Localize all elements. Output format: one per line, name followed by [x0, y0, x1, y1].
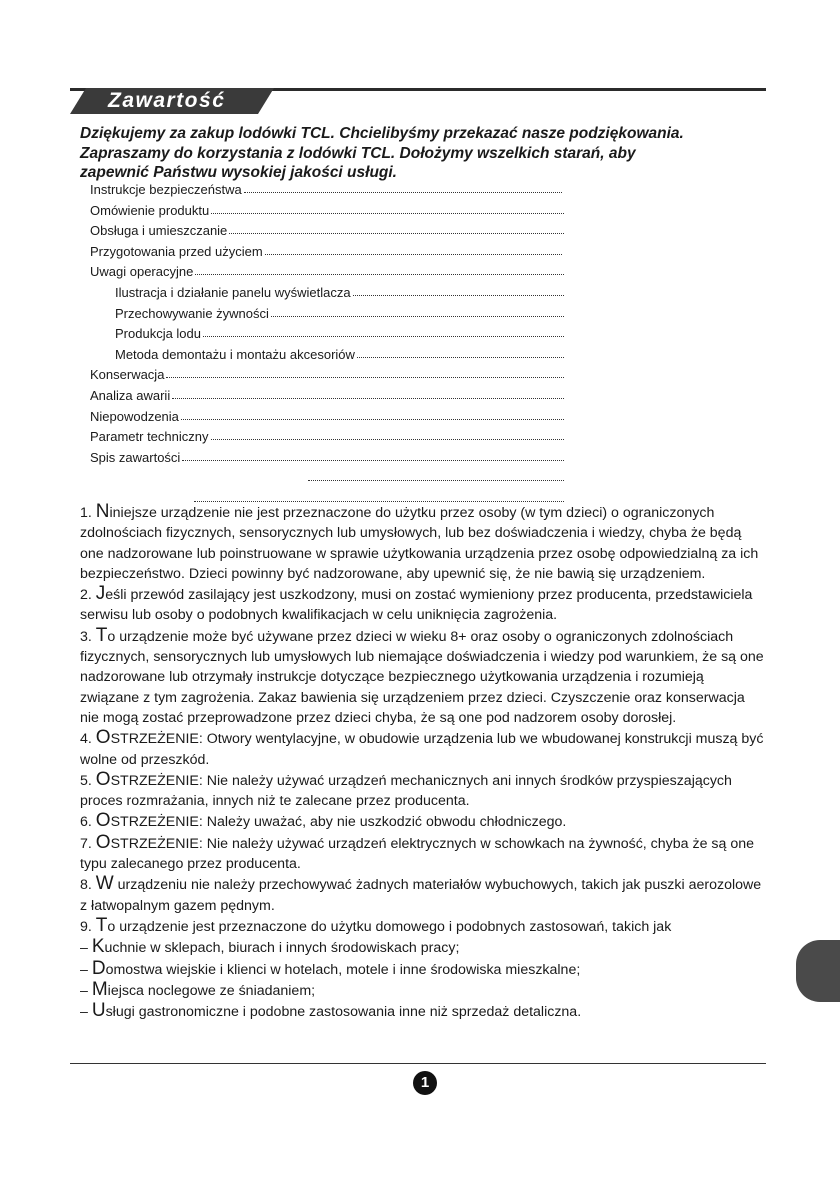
item-number: 3. [80, 628, 96, 645]
instruction-item [80, 502, 766, 584]
initial-letter: T [95, 624, 108, 646]
instruction-item [80, 916, 766, 937]
item-number: 8. [80, 877, 96, 894]
initial-letter: O [95, 831, 111, 853]
initial-letter: T [95, 914, 108, 936]
item-text: iniejsze urządzenie nie jest przeznaczone do użytku przez osoby (w tym dzieci) o ograniczonych zdolnościach fizycznych, sensorycznych lub umysłowych, lub bez doświadczenia i wiedzy, chyba że będą one nadzorowane lub poinstruowane w sprawie użytkowania urządzenia przez osobę odpowiedzialną za ich bezpieczeństwo. Dzieci powinny być nadzorowane, aby upewnić się, że nie bawią się urządzeniem. [80, 505, 759, 582]
item-text: o urządzenie jest przeznaczone do użytku domowego i podobnych zastosowań, takich jak [107, 918, 672, 935]
item-text: STRZEŻENIE: Należy uważać, aby nie uszkodzić obwodu chłodniczego. [110, 814, 567, 831]
toc-item-label: Przechowywanie żywności [115, 305, 269, 321]
toc-item-label: Parametr techniczny [90, 429, 209, 445]
initial-letter: O [95, 810, 111, 832]
toc-item[interactable] [90, 407, 564, 426]
toc-item[interactable] [90, 386, 564, 405]
item-text: eśli przewód zasilający jest uszkodzony, musi on zostać wymieniony przez producenta, przedstawiciela serwisu lub osoby o podobnych kwalifikacjach w celu uniknięcia zagrożenia. [80, 587, 753, 624]
item-number: 9. [80, 918, 96, 935]
item-text: uchnie w sklepach, biurach i innych środowiskach pracy; [104, 940, 460, 957]
item-text: o urządzenie może być używane przez dzieci w wieku 8+ oraz osoby o ograniczonych zdolnościach fizycznych, sensorycznych lub umysłowych lub niemające doświadczenia i wiedzy pod warunkiem, że są one nadzorowane lub otrzymały instrukcje dotyczące bezpiecznego użytkowania urządzenia i rozumieją związane z tym zagrożenia. Zakaz bawienia się urządzeniem przez dzieci. Czyszczenie oraz konserwacja nie mogą zostać przeprowadzone przez dzieci chyba, że są one pod nadzorem osoby dorosłej. [80, 628, 764, 726]
toc-leader [353, 295, 564, 296]
instruction-item [80, 833, 766, 875]
item-text: iejsca noclegowe ze śniadaniem; [107, 982, 316, 999]
toc-item-label: Ilustracja i działanie panelu wyświetlacza [115, 285, 351, 300]
instruction-item [80, 728, 766, 770]
toc-item[interactable] [115, 283, 564, 302]
instruction-subitem [80, 959, 766, 980]
item-text: STRZEŻENIE: Nie należy używać urządzeń mechanicznych ani innych środków przyspieszających proces rozmrażania, innych niż te zalecane przez producenta. [80, 772, 732, 810]
page-number-badge: 1 [413, 1071, 437, 1095]
toc-item[interactable] [115, 304, 564, 323]
toc-leader [308, 480, 564, 481]
toc-item-label: Produkcja lodu [115, 326, 201, 342]
instruction-item [80, 626, 766, 728]
initial-letter: W [95, 873, 114, 895]
toc-leader [244, 192, 562, 193]
initial-letter: D [91, 957, 106, 979]
toc-item-label: Analiza awarii [90, 388, 171, 403]
item-text: omostwa wiejskie i klienci w hotelach, motele i inne środowiska mieszkalne; [105, 961, 581, 978]
toc-item[interactable] [115, 324, 564, 343]
item-number: 7. [80, 835, 96, 852]
toc-item[interactable] [90, 242, 562, 261]
section-header [70, 88, 766, 114]
initial-letter: O [95, 727, 111, 749]
footer-rule [70, 1063, 766, 1064]
toc-item-label: Konserwacja [90, 367, 165, 383]
initial-letter: U [91, 1000, 106, 1022]
toc-leader [265, 254, 562, 255]
toc-leader [271, 316, 564, 317]
item-text: STRZEŻENIE: Otwory wentylacyjne, w obudowie urządzenia lub we wbudowanej konstrukcji muszą być wolne od przeszkód. [80, 731, 764, 768]
instruction-subitem [80, 937, 766, 958]
instruction-item [80, 874, 766, 916]
toc-item-label: Omówienie produktu [90, 202, 210, 218]
initial-letter: J [95, 583, 106, 605]
initial-letter: O [95, 768, 111, 790]
item-text: urządzeniu nie należy przechowywać żadnych materiałów wybuchowych, takich jak puszki aerozolowe z łatwopalnym gazem pędnym. [80, 877, 762, 914]
safety-instructions [80, 502, 766, 1022]
toc-leader [182, 460, 564, 461]
intro-line: zapewnić Państwu wysokiej jakości usługi. [80, 164, 397, 181]
toc-item[interactable] [90, 427, 564, 446]
intro-line: Dziękujemy za zakup lodówki TCL. Chcielibyśmy przekazać nasze podziękowania. [80, 125, 684, 142]
item-dash: – [80, 961, 92, 978]
item-text: STRZEŻENIE: Nie należy używać urządzeń elektrycznych w schowkach na żywność, chyba że są one typu zalecanego przez producenta. [80, 835, 754, 873]
toc-leader [211, 213, 564, 214]
toc-item[interactable] [115, 345, 564, 364]
instruction-item [80, 811, 766, 832]
toc-leader [229, 233, 564, 234]
toc-item-label: Przygotowania przed użyciem [90, 243, 263, 259]
toc-item-label: Obsługa i umieszczanie [90, 223, 228, 239]
toc-item[interactable] [90, 448, 564, 467]
toc-item-label: Niepowodzenia [90, 408, 179, 424]
toc-leader [195, 274, 564, 275]
item-dash: – [80, 982, 92, 999]
toc-item[interactable] [90, 365, 564, 384]
intro-text [80, 124, 770, 183]
toc-item-label: Uwagi operacyjne [90, 264, 194, 280]
toc-item[interactable] [90, 180, 562, 199]
toc-leader [172, 398, 564, 399]
instruction-subitem [80, 1001, 766, 1022]
initial-letter: N [95, 501, 110, 522]
toc-item[interactable] [90, 201, 564, 220]
item-dash: – [80, 1004, 92, 1021]
item-number: 1. [80, 505, 96, 521]
toc-leader [166, 377, 564, 378]
side-tab-marker [796, 940, 840, 1002]
toc-item-label: Instrukcje bezpieczeństwa [90, 182, 242, 197]
item-number: 4. [80, 731, 96, 748]
toc-item[interactable] [90, 262, 564, 281]
instruction-subitem [80, 980, 766, 1001]
initial-letter: M [91, 978, 108, 1000]
initial-letter: K [91, 936, 105, 958]
item-number: 2. [80, 587, 96, 604]
toc-leader [181, 419, 564, 420]
item-number: 5. [80, 772, 96, 789]
intro-line: Zapraszamy do korzystania z lodówki TCL. Dołożymy wszelkich starań, aby [80, 144, 636, 162]
item-number: 6. [80, 814, 96, 831]
toc-item-label: Metoda demontażu i montażu akcesoriów [115, 346, 355, 362]
item-dash: – [80, 940, 92, 957]
instruction-item [80, 584, 766, 626]
toc-item-label: Spis zawartości [90, 449, 181, 465]
instruction-item [80, 770, 766, 812]
toc-item[interactable] [90, 221, 564, 240]
toc-item[interactable] [306, 468, 564, 487]
item-text: sługi gastronomiczne i podobne zastosowania inne niż sprzedaż detaliczna. [105, 1004, 582, 1021]
toc-leader [203, 336, 564, 337]
page-title: Zawartość [108, 89, 226, 112]
toc-leader [211, 439, 565, 440]
toc-leader [357, 357, 564, 358]
